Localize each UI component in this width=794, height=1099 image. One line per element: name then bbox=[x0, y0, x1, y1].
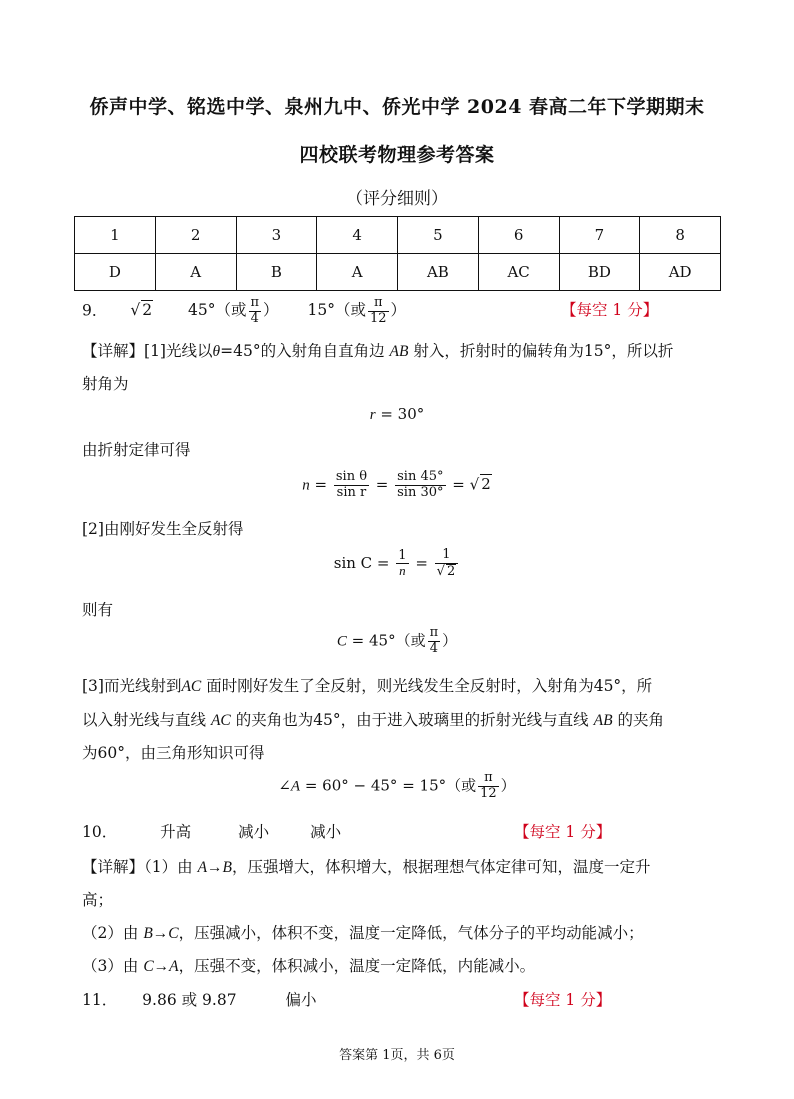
var-ab: AB bbox=[389, 343, 409, 360]
detail-tag: 【详解】 bbox=[82, 858, 145, 876]
text-span: （2）由 bbox=[82, 924, 139, 942]
q10-detail-s1-cont: 高； bbox=[82, 891, 114, 909]
q10-detail-s1 bbox=[82, 855, 651, 877]
q9-label: 9． bbox=[82, 301, 108, 320]
q9-detail-p2: 由折射定律可得 bbox=[82, 441, 191, 459]
table-row-numbers bbox=[75, 217, 721, 254]
fraction-denominator: n bbox=[399, 563, 406, 579]
fraction bbox=[396, 549, 408, 580]
equation-n: n = $\frac{\text{sin θ}}{\text{sin r}}$ = $\frac{\sin 45^\circ}{\sin 30^\circ}$ = √ 2 bbox=[302, 469, 491, 500]
page-footer: 答案第 1页，共 6页 bbox=[339, 1048, 455, 1063]
q10-label: 10． bbox=[82, 823, 118, 841]
q11-answer-1: 9.86 或 9.87 bbox=[142, 991, 237, 1009]
eq-close: ） bbox=[442, 631, 458, 650]
fraction-denominator: sin r bbox=[336, 484, 367, 500]
q10-detail-s3 bbox=[82, 954, 535, 976]
q9-answer-line bbox=[82, 296, 406, 327]
fraction-numerator: 1 bbox=[398, 547, 407, 563]
fraction-denominator: √ 2 bbox=[436, 563, 456, 579]
eq-rest: = 30° bbox=[375, 405, 425, 423]
equation-angle-a bbox=[0, 771, 794, 802]
fraction-numerator: π bbox=[250, 295, 260, 310]
q11-answer-2: 偏小 bbox=[285, 991, 317, 1009]
page-title-line2: 四校联考物理参考答案 bbox=[299, 144, 495, 166]
fraction bbox=[478, 771, 499, 802]
table-cell: 1 bbox=[75, 217, 156, 254]
table-cell: 7 bbox=[559, 217, 640, 254]
text-span: [1]光线以 bbox=[144, 342, 213, 360]
fraction-numerator: 1 bbox=[435, 548, 459, 564]
fraction bbox=[368, 296, 389, 327]
table-cell: D bbox=[75, 254, 156, 291]
q9-detail-p1 bbox=[82, 339, 673, 361]
q9-answer-3-text: 15°（或 bbox=[307, 301, 366, 320]
q9-detail-p5-end: 为60°，由三角形知识可得 bbox=[82, 744, 265, 762]
text-span: （1）由 bbox=[144, 858, 193, 876]
fraction-denominator: 4 bbox=[429, 640, 438, 656]
fraction bbox=[395, 470, 445, 501]
table-cell: A bbox=[155, 254, 236, 291]
table-cell: 4 bbox=[317, 217, 398, 254]
sqrt-value: 2 bbox=[481, 475, 491, 494]
fraction-numerator: π bbox=[478, 771, 499, 787]
page-subtitle: （评分细则） bbox=[346, 189, 448, 209]
text-span: （3）由 bbox=[82, 957, 139, 975]
fraction-denominator: 12 bbox=[369, 310, 387, 326]
var-ab: AB bbox=[593, 712, 613, 729]
text-span: 射入，折射时的偏转角为15°，所以折 bbox=[408, 342, 674, 360]
q9-score-note: 【每空 1 分】 bbox=[561, 301, 659, 319]
q11-score-note: 【每空 1 分】 bbox=[514, 991, 612, 1009]
q10-answer-2: 减小 bbox=[238, 823, 270, 841]
q9-answer-2-close: ） bbox=[263, 301, 279, 320]
table-cell: 3 bbox=[236, 217, 317, 254]
table-cell: 2 bbox=[155, 217, 236, 254]
q9-answer-2 bbox=[188, 295, 283, 326]
eq-var: r bbox=[369, 407, 376, 423]
sqrt-value: 2 bbox=[142, 301, 153, 320]
table-row-answers bbox=[75, 254, 721, 291]
text-span: =45°的入射角自直角边 bbox=[220, 342, 385, 360]
eq-var: ∠A bbox=[278, 778, 301, 795]
q9-detail-p4: 则有 bbox=[82, 601, 114, 619]
q10-detail-s2 bbox=[82, 921, 644, 943]
table-cell: AD bbox=[640, 254, 721, 291]
q10-score-note: 【每空 1 分】 bbox=[514, 823, 612, 841]
q9-detail-p5 bbox=[82, 674, 652, 696]
q9-detail-p1-cont: 射角为 bbox=[82, 375, 129, 393]
fraction-numerator: sin 45° bbox=[397, 469, 444, 484]
answer-table bbox=[74, 216, 721, 291]
q10-answer-line bbox=[82, 820, 341, 842]
text-span: ，压强增大，体积增大，根据理想气体定律可知，温度一定升 bbox=[232, 858, 651, 876]
process-path: B→C bbox=[143, 925, 179, 942]
detail-tag: 【详解】 bbox=[82, 342, 145, 360]
text-span: ，压强减小，体积不变，温度一定降低，气体分子的平均动能减小； bbox=[178, 924, 644, 942]
fraction-numerator: π bbox=[368, 296, 389, 312]
q10-answer-3: 减小 bbox=[310, 823, 342, 841]
eq-var: n bbox=[302, 477, 310, 494]
fraction-numerator: π bbox=[429, 625, 439, 640]
q9-answer-2-text: 45°（或 bbox=[188, 301, 247, 320]
q9-detail-p5-cont bbox=[82, 708, 664, 730]
table-cell: AC bbox=[478, 254, 559, 291]
table-cell: B bbox=[236, 254, 317, 291]
table-cell: 5 bbox=[398, 217, 479, 254]
eq-rest: = 60° − 45° = 15°（或 bbox=[300, 776, 477, 795]
page-title-line1: 侨声中学、铭选中学、泉州九中、侨光中学 2024 春高二年下学期期末 bbox=[89, 96, 705, 118]
process-path: C→A bbox=[143, 958, 179, 975]
q9-detail-p3: [2]由刚好发生全反射得 bbox=[82, 520, 244, 538]
eq-rest: = 45°（或 bbox=[346, 631, 426, 650]
theta-symbol: θ bbox=[212, 343, 221, 360]
table-cell: 6 bbox=[478, 217, 559, 254]
fraction bbox=[428, 626, 441, 657]
text-span: 的夹角也为45°，由于进入玻璃里的折射光线与直线 bbox=[230, 711, 589, 729]
equation-c bbox=[0, 626, 794, 657]
process-path: A→B bbox=[197, 859, 233, 876]
q9-answer-3-close: ） bbox=[390, 301, 407, 320]
table-cell: BD bbox=[559, 254, 640, 291]
q10-answer-1: 升高 bbox=[160, 823, 192, 841]
fraction-denominator: 12 bbox=[480, 785, 497, 801]
sqrt-value: 2 bbox=[446, 563, 456, 579]
text-span: 以入射光线与直线 bbox=[82, 711, 207, 729]
fraction-numerator: sin θ bbox=[335, 469, 368, 484]
text-span: [3]而光线射到 bbox=[82, 677, 182, 695]
equation-sinc: sin C = $\frac{1}{n}$ = $\frac{1}{√ 2}$ bbox=[0, 548, 794, 580]
text-span: 的夹角 bbox=[612, 711, 664, 729]
var-ac: AC bbox=[181, 678, 202, 695]
fraction bbox=[249, 296, 262, 327]
table-cell: AB bbox=[398, 254, 479, 291]
fraction bbox=[435, 548, 459, 580]
equation-r bbox=[0, 405, 794, 424]
q9-answer-1: √ 2 bbox=[130, 301, 153, 320]
eq-var: sin C bbox=[333, 553, 373, 572]
fraction-denominator: 4 bbox=[250, 310, 259, 326]
var-ac: AC bbox=[210, 712, 231, 729]
fraction-denominator: sin 30° bbox=[397, 484, 444, 500]
fraction bbox=[334, 470, 369, 501]
table-cell: 8 bbox=[640, 217, 721, 254]
text-span: ，压强不变，体积减小，温度一定降低，内能减小。 bbox=[178, 957, 536, 975]
eq-close: ） bbox=[500, 776, 516, 795]
text-span: 面时刚好发生了全反射，则光线发生全反射时，入射角为45°，所 bbox=[201, 677, 653, 695]
eq-var: C bbox=[336, 633, 347, 650]
table-cell: A bbox=[317, 254, 398, 291]
q11-label: 11． bbox=[82, 991, 118, 1009]
q11-answer-line bbox=[82, 988, 317, 1010]
q9-answer-3 bbox=[307, 295, 407, 326]
